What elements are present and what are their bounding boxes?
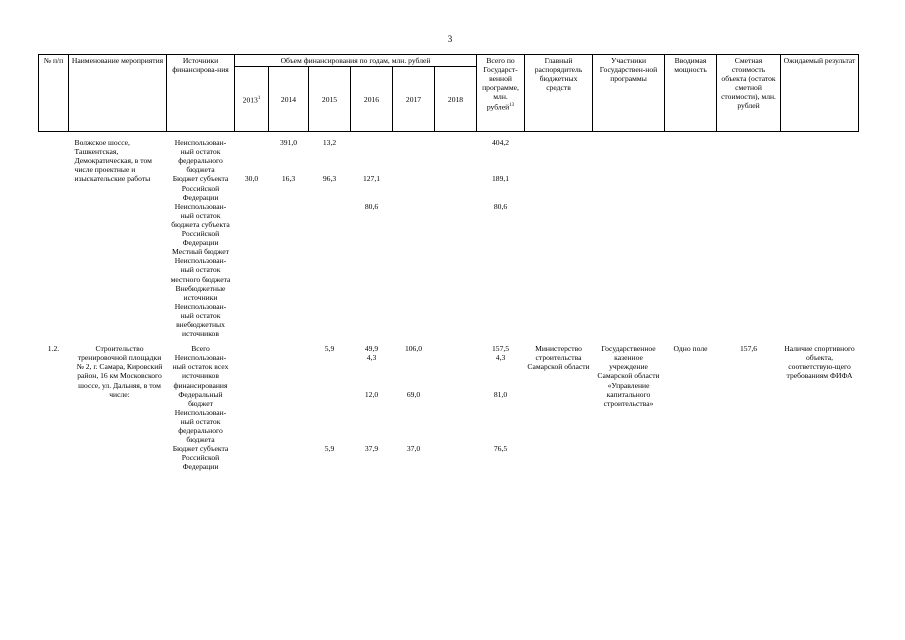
financing-table — [38, 54, 859, 471]
header-capacity: Вводимая мощность — [665, 55, 717, 132]
value-cell — [235, 390, 269, 408]
source-cell: Бюджет субъекта Российской Федерации — [172, 174, 229, 202]
value-cell — [269, 390, 309, 408]
value-cell — [309, 353, 351, 389]
value-cell: 30,0 — [244, 174, 259, 184]
header-sources: Источники финансирова-ния — [167, 55, 235, 132]
header-participants: Участники Государствен-ной программы — [593, 55, 665, 132]
source-cell: Местный бюджет — [172, 247, 229, 257]
value-cell: 16,3 — [281, 174, 296, 184]
header-name: Наименование мероприятия — [69, 55, 167, 132]
value-cell: 127,1 — [362, 174, 381, 184]
value-cell: 37,0 — [406, 444, 421, 454]
total-cell: 76,5 — [493, 444, 508, 454]
value-cell — [435, 390, 477, 408]
header-total: Всего по Государст-венной программе, млн. рублей$^{13}$ — [477, 55, 525, 132]
value-cell — [269, 202, 309, 247]
value-cell — [435, 202, 477, 247]
table-row — [39, 138, 859, 174]
value-cell — [309, 202, 351, 247]
total-cell: 189,1 — [491, 174, 510, 184]
value-cell: 391,0 — [279, 138, 298, 148]
total-cell: 81,0 — [493, 389, 508, 399]
total-cell: 404,2 — [491, 138, 510, 148]
source-cell: Внебюджетные источники — [175, 283, 226, 302]
item-name: Строительство тренировочной площадки № 2, г. Самара, Кировский район, 16 км Московского шоссе, ул. Дальняя, в том числе: — [76, 344, 163, 399]
header-financing: Объем финансирования по годам, млн. рублей — [235, 55, 477, 67]
cost-cell: 157,6 — [739, 344, 758, 354]
value-cell — [235, 344, 269, 353]
value-cell — [235, 353, 269, 389]
value-cell: 4,3 — [366, 353, 377, 363]
value-cell — [393, 174, 435, 201]
value-cell — [435, 344, 477, 353]
total-cell: 80,6 — [493, 201, 508, 211]
page-number: 3 — [447, 34, 453, 44]
source-cell: Неиспользован-ный остаток всех источников финансирования — [172, 353, 229, 390]
header-year-2016: 2016 — [351, 67, 393, 132]
value-cell: 12,0 — [364, 389, 379, 399]
value-cell: 13,2 — [322, 138, 337, 148]
value-cell: 5,9 — [324, 344, 335, 354]
value-cell — [235, 444, 269, 471]
capacity-cell: Одно поле — [673, 344, 708, 354]
value-cell — [435, 174, 477, 201]
header-cost: Сметная стоимость объекта (остаток сметной стоимости), млн. рублей — [717, 55, 781, 132]
value-cell — [393, 202, 435, 247]
source-cell: Всего — [191, 344, 210, 354]
value-cell — [351, 138, 393, 174]
value-cell — [435, 138, 477, 174]
header-year-2013: 2013$^1$ — [235, 67, 269, 132]
total-cell: 4,3 — [495, 353, 506, 363]
header-year-2017: 2017 — [393, 67, 435, 132]
value-cell — [393, 138, 435, 174]
value-cell — [269, 353, 309, 389]
header-year-2014: 2014 — [269, 67, 309, 132]
header-year-2018: 2018 — [435, 67, 477, 132]
participants-cell: Государственное казенное учреждение Самарской области «Управление капитального строительства» — [597, 344, 660, 408]
value-cell: 49,9 — [364, 344, 379, 354]
header-year-2015: 2015 — [309, 67, 351, 132]
value-cell: 96,3 — [322, 174, 337, 184]
item-name: Волжское шоссе, Ташкентская, Демократическая, в том числе проектные и изыскательские работы — [74, 138, 152, 184]
main-manager-cell: Министерство строительства Самарской области — [527, 344, 590, 372]
value-cell — [309, 390, 351, 408]
table-row — [39, 344, 859, 353]
value-cell — [435, 444, 477, 471]
header-num: № п/п — [39, 55, 69, 132]
value-cell: 80,6 — [364, 201, 379, 211]
value-cell: 106,0 — [404, 344, 423, 354]
value-cell — [393, 353, 435, 389]
value-cell: 5,9 — [324, 444, 335, 454]
value-cell: 69,0 — [406, 389, 421, 399]
value-cell: 37,9 — [364, 444, 379, 454]
result-cell: Наличие спортивного объекта, соответствую-щего требованиям ФИФА — [784, 344, 855, 381]
header-main-manager: Главный распорядитель бюджетных средств — [525, 55, 593, 132]
header-result: Ожидаемый результат — [781, 55, 859, 132]
value-cell — [269, 344, 309, 353]
value-cell — [435, 353, 477, 389]
total-cell: 157,5 — [491, 344, 510, 354]
value-cell — [235, 138, 269, 174]
item-number: 1.2. — [47, 344, 60, 354]
source-cell: Федеральный бюджет — [178, 389, 223, 408]
source-cell: Неиспользован-ный остаток местного бюджета — [170, 256, 231, 284]
source-cell: Бюджет субъекта Российской Федерации — [172, 444, 229, 472]
value-cell — [269, 444, 309, 471]
source-cell: Неиспользован-ный остаток внебюджетных источников — [174, 301, 227, 339]
source-cell: Неиспользован-ный остаток бюджета субъекта Российской Федерации — [171, 201, 230, 248]
value-cell — [235, 202, 269, 247]
source-cell: Неиспользован-ный остаток федерального бюджета — [174, 138, 227, 175]
source-cell: Неиспользован-ный остаток федерального бюджета — [174, 407, 227, 445]
